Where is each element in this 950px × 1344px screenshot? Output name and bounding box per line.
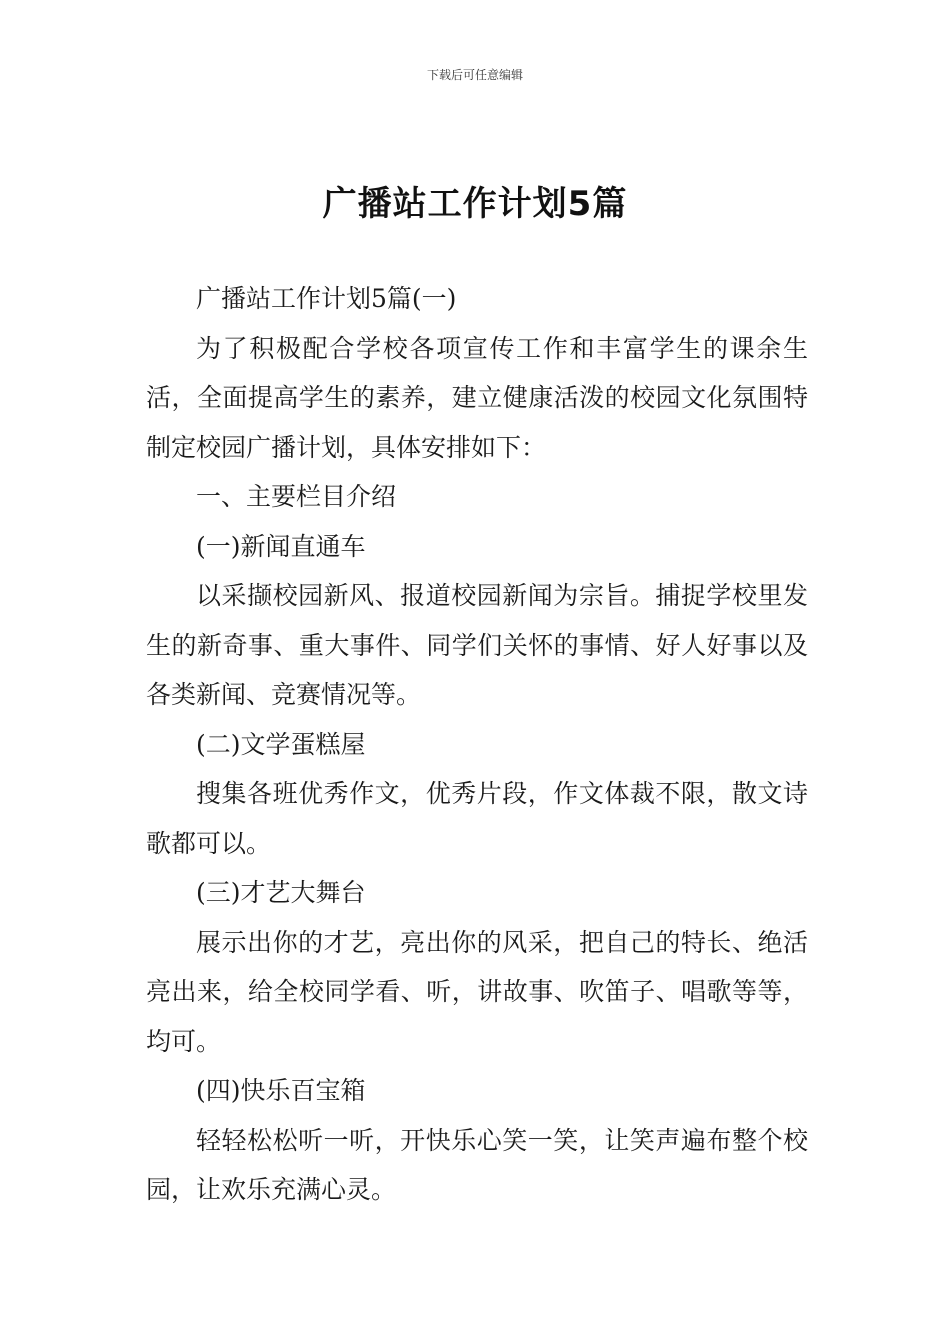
subsection-heading: (二)文学蛋糕屋 <box>196 729 366 759</box>
subsection-heading: (三)才艺大舞台 <box>196 878 366 907</box>
header-note: 下载后可任意编辑 <box>426 68 523 82</box>
body-paragraph: 以采撷校园新风、报道校园新闻为宗旨。捕捉学校里发生的新奇事、重大事件、同学们关怀的事情、好人好事以及各类新闻、竞赛情况等。 <box>146 581 808 709</box>
document-body <box>146 274 808 1215</box>
document-title: 广播站工作计划5篇 <box>322 184 628 224</box>
intro-paragraph: 为了积极配合学校各项宣传工作和丰富学生的课余生活，全面提高学生的素养，建立健康活泼的校园文化氛围特制定校园广播计划，具体安排如下： <box>146 333 808 462</box>
body-paragraph: 展示出你的才艺，亮出你的风采，把自己的特长、绝活亮出来，给全校同学看、听，讲故事、吹笛子、唱歌等等，均可。 <box>146 927 808 1056</box>
subsection-heading: (四)快乐百宝箱 <box>196 1076 366 1105</box>
body-paragraph: 搜集各班优秀作文，优秀片段，作文体裁不限，散文诗歌都可以。 <box>146 779 808 858</box>
section-heading: 一、主要栏目介绍 <box>196 482 397 511</box>
subsection-heading: (一)新闻直通车 <box>196 531 366 561</box>
section-heading: 广播站工作计划5篇(一) <box>196 284 457 313</box>
body-paragraph: 轻轻松松听一听，开快乐心笑一笑，让笑声遍布整个校园，让欢乐充满心灵。 <box>146 1125 808 1204</box>
